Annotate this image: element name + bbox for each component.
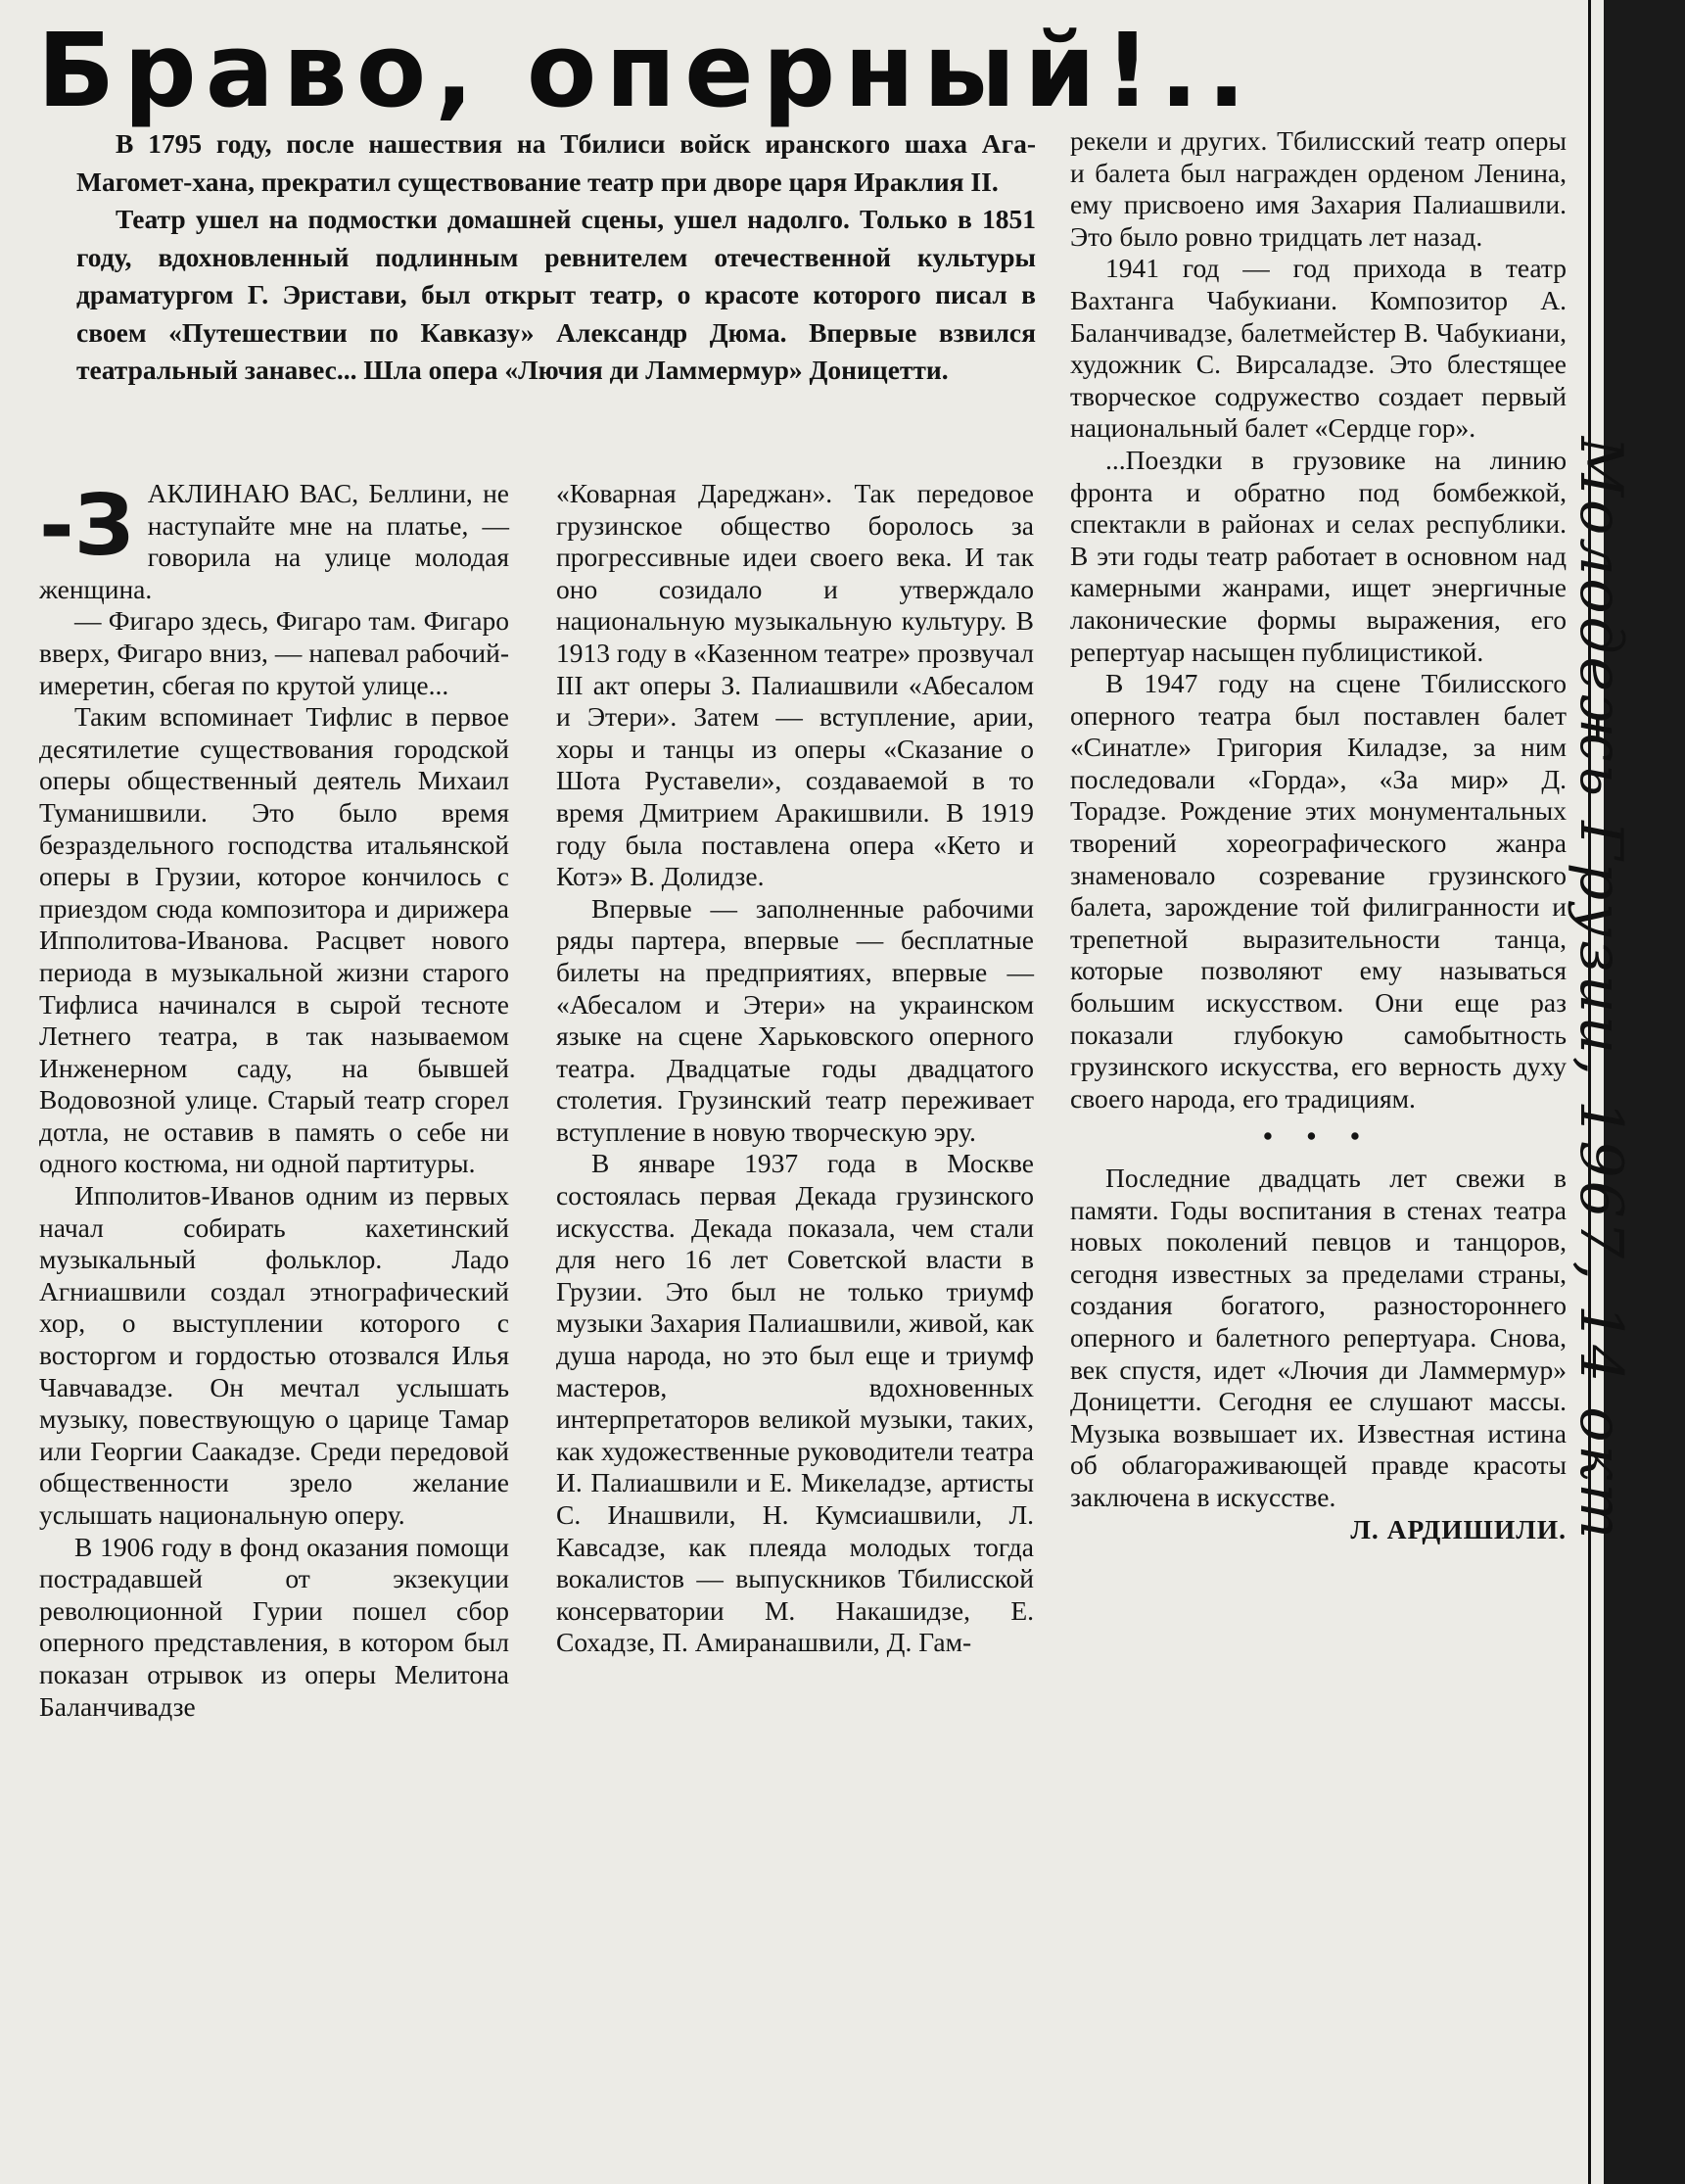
column-1: [39, 478, 509, 1723]
lead-text: В 1795 году, после нашествия на Тбилиси войск иранского шаха Ага-Магомет-хана, прекратил существование театр при дворе царя Ираклия II.: [76, 128, 1036, 197]
paragraph: 1941 год — год прихода в театр Вахтанга Чабукиани. Композитор А. Баланчивадзе, балетмейстер В. Чабукиани, художник С. Вирсаладзе. Это блестящее творческое содружество создает первый национальный балет «Сердце гор».: [1070, 253, 1567, 444]
paragraph: Таким вспоминает Тифлис в первое десятилетие существования городской оперы общественный деятель Михаил Туманишвили. Это было время безраздельного господства итальянской оперы в Грузии, которое кончилось с приездом сюда композитора и дирижера Ипполитова-Иванова. Расцвет нового периода в музыкальной жизни старого Тифлиса начинался в сырой тесноте Летнего театра, в так называемом Инженерном саду, на бывшей Водовозной улице. Старый театр сгорел дотла, не оставив в память о себе ни одного костюма, ни одной партитуры.: [39, 701, 509, 1179]
author-signature: Л. АРДИШИЛИ.: [1350, 1513, 1567, 1544]
paragraph: Ипполитов-Иванов одним из первых начал собирать кахетинский музыкальный фольклор. Ладо Агниашвили создал этнографический хор, о выступлении которого с восторгом и гордостью отозвался Илья Чавчавадзе. Он мечтал услышать музыку, повествующую о царице Тамар или Георгии Саакадзе. Среди передовой общественности зрело желание услышать национальную оперу.: [39, 1180, 509, 1530]
drop-cap: -З: [39, 477, 134, 575]
paragraph: АКЛИНАЮ ВАС, Беллини, не наступайте мне на платье, — говорила на улице молодая женщина.: [39, 478, 509, 604]
paragraph: — Фигаро здесь, Фигаро там. Фигаро вверх, Фигаро вниз, — напевал рабочий-имеретин, сбегая по крутой улице...: [39, 605, 509, 700]
column-2: [556, 478, 1034, 1659]
column-3: [1070, 125, 1567, 1545]
headline: Браво, оперный!..: [37, 11, 1255, 130]
paragraph: Последние двадцать лет свежи в памяти. Годы воспитания в стенах театра новых поколений певцов и танцоров, сегодня известных за пределами страны, создания богатого, разностороннего оперного и балетного репертуара. Снова, век спустя, идет «Лючия ди Ламмермур» Доницетти. Сегодня ее слушают массы. Музыка возвышает их. Известная истина об облагораживающей правде красоты заключена в искусстве.: [1070, 1163, 1567, 1512]
paragraph: В 1906 году в фонд оказания помощи пострадавшей от экзекуции революционной Гурии пошел сбор оперного представления, в котором был показан отрывок из оперы Мелитона Баланчивадзе: [39, 1531, 509, 1722]
handwritten-source-note: Молодежь Грузии, 1967, 14 окт: [1567, 436, 1635, 1543]
paragraph: рекели и других. Тбилисский театр оперы и балета был награжден орденом Ленина, ему присвоено имя Захария Палиашвили. Это было ровно тридцать лет назад.: [1070, 125, 1567, 252]
paragraph: Впервые — заполненные рабочими ряды партера, впервые — бесплатные билеты на предприятиях, впервые — «Абесалом и Этери» на украинском языке на сцене Харьковского оперного театра. Двадцатые годы двадцатого столетия. Грузинский театр переживает вступление в новую творческую эру.: [556, 892, 1034, 1147]
section-separator: • • •: [1263, 1120, 1374, 1152]
paragraph: «Коварная Дареджан». Так передовое грузинское общество боролось за прогрессивные идеи своего века. И так оно созидало и утверждало национальную музыкальную культуру. В 1913 году в «Казенном театре» прозвучал III акт оперы З. Палиашвили «Абесалом и Этери». Затем — вступление, арии, хоры и танцы из оперы «Сказание о Шота Руставели», создаваемой в то время Дмитрием Аракишвили. В 1919 году была поставлена опера «Кето и Котэ» В. Долидзе.: [556, 478, 1034, 892]
lead-paragraph: [76, 125, 1036, 390]
paragraph: В 1947 году на сцене Тбилисского оперного театра был поставлен балет «Синатле» Григория Киладзе, за ним последовали «Горда», «За мир» Д. Торадзе. Рождение этих монументальных творений хореографического жанра знаменовало созревание грузинского балета, зарождение той филигранности и трепетной выразительности танца, которые позволяют ему называться большим искусством. Они еще раз показали глубокую самобытность грузинского искусства, его верность духу своего народа, его традициям.: [1070, 668, 1567, 1114]
paragraph: В январе 1937 года в Москве состоялась первая Декада грузинского искусства. Декада показала, чем стали для него 16 лет Советской власти в Грузии. Это был не только триумф музыки Захария Палиашвили, живой, как душа народа, но это был еще и триумф мастеров, вдохновенных интерпретаторов великой музыки, таких, как художественные руководители театра И. Палиашвили и Е. Микеладзе, артисты С. Инашвили, Н. Кумсиашвили, Л. Кавсадзе, как плеяда молодых тогда вокалистов — выпускников Тбилисской консерватории М. Накашидзе, Е. Сохадзе, П. Амиранашвили, Д. Гам-: [556, 1148, 1034, 1658]
paragraph: ...Поездки в грузовике на линию фронта и обратно под бомбежкой, спектакли в районах и селах республики. В эти годы театр работает в основном над камерными жанрами, ищет энергичные лаконические формы выражения, его репертуар насыщен публицистикой.: [1070, 444, 1567, 667]
lead-text: Театр ушел на подмостки домашней сцены, ушел надолго. Только в 1851 году, вдохновленный подлинным ревнителем отечественной культуры драматургом Г. Эристави, был открыт театр, о красоте которого писал в своем «Путешествии по Кавказу» Александр Дюма. Впервые взвился театральный занавес... Шла опера «Лючия ди Ламмермур» Доницетти.: [76, 204, 1036, 385]
